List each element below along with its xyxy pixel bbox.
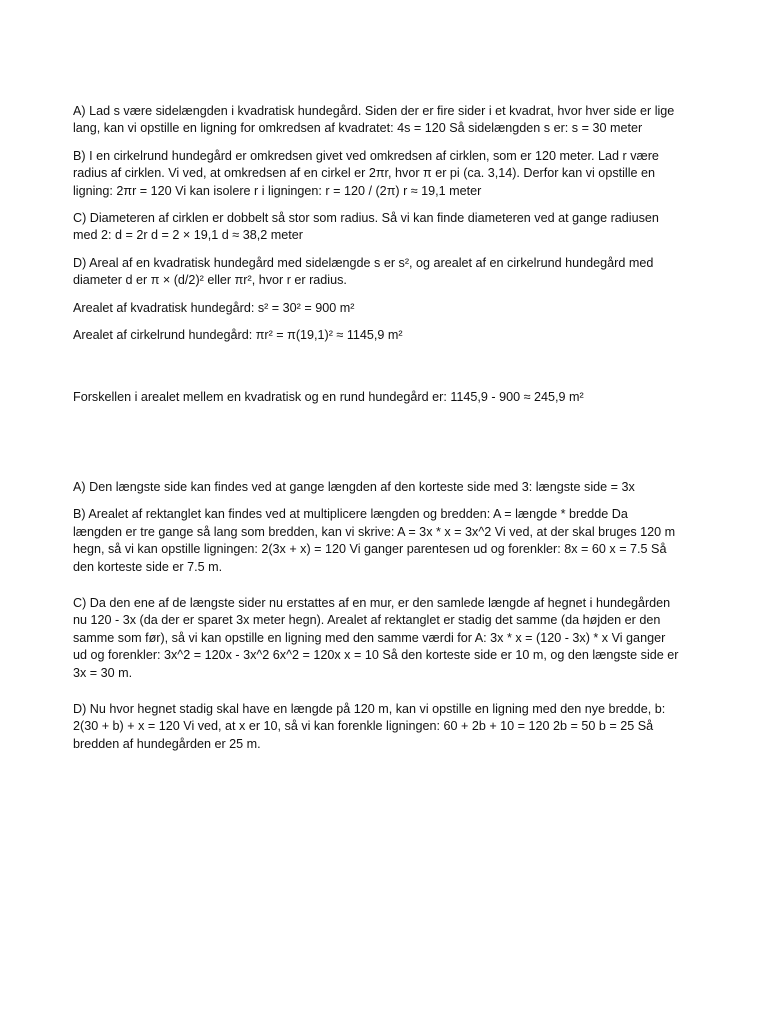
text-line: ud og forenkler: 3x^2 = 120x - 3x^2 6x^2 = 120x x = 10 Så den korteste side er 10 m, og den længste side er: [73, 648, 679, 663]
text-line: C) Da den ene af de længste sider nu erstattes af en mur, er den samlede længde af hegnet i hundegården: [73, 595, 671, 610]
area-square-line: [73, 300, 693, 317]
text-line: C) Diameteren af cirklen er dobbelt så stor som radius. Så vi kan finde diameteren ved at gange radiusen: [73, 211, 659, 226]
part2-answer-c: [73, 595, 693, 682]
text-line: diameter d er π × (d/2)² eller πr², hvor r er radius.: [73, 273, 347, 288]
text-line: bredden af hundegården er 25 m.: [73, 736, 261, 751]
text-line: den korteste side er 7.5 m.: [73, 559, 223, 574]
part1-answer-c: [73, 210, 693, 245]
part1-answer-a: [73, 103, 693, 138]
part2-answer-b: [73, 506, 693, 576]
text-line: ligning: 2πr = 120 Vi kan isolere r i ligningen: r = 120 / (2π) r ≈ 19,1 meter: [73, 183, 482, 198]
text-line: B) Arealet af rektanglet kan findes ved at multiplicere længden og bredden: A = længde * bredde Da: [73, 507, 628, 522]
text-line: B) I en cirkelrund hundegård er omkredsen givet ved omkredsen af cirklen, som er 120 meter. Lad r være: [73, 148, 659, 163]
text-line: 2(30 + b) + x = 120 Vi ved, at x er 10, så vi kan forenkle ligningen: 60 + 2b + 10 = 120 2b = 50 b = 25 Så: [73, 719, 654, 734]
text-line: længden er tre gange så lang som bredden, kan vi skrive: A = 3x * x = 3x^2 Vi ved, at der skal bruges 120 m: [73, 524, 676, 539]
part2-answer-d: [73, 701, 693, 753]
part1-answer-d: [73, 255, 693, 290]
text-line: 3x = 30 m.: [73, 665, 133, 680]
text-line: samme som før), så vi kan opstille en ligning med den samme værdi for A: 3x * x = (120 - 3x) * x Vi ganger: [73, 630, 666, 645]
text-line: nu 120 - 3x (da der er sparet 3x meter hegn). Arealet af rektanglet er stadig det samme (da højden er den: [73, 613, 661, 628]
text-line: hegn, så vi kan opstille ligningen: 2(3x + x) = 120 Vi ganger parentesen ud og forenkler: 8x = 60 x = 7.5 Så: [73, 542, 667, 557]
text-line: D) Areal af en kvadratisk hundegård med sidelængde s er s², og arealet af en cirkelrund hundegård med: [73, 255, 654, 270]
text-line: D) Nu hvor hegnet stadig skal have en længde på 120 m, kan vi opstille en ligning med den nye bredde, b:: [73, 701, 666, 716]
area-circle-line: [73, 327, 693, 344]
text-line: A) Lad s være sidelængden i kvadratisk hundegård. Siden der er fire sider i et kvadrat, hvor hver side er lige: [73, 104, 675, 118]
part2-answer-a: [73, 479, 693, 496]
area-difference-line: [73, 389, 693, 406]
text-line: radius af cirklen. Vi ved, at omkredsen af en cirkel er 2πr, hvor π er pi (ca. 3,14). Derfor kan vi opstille en: [73, 166, 656, 181]
text-line: Arealet af kvadratisk hundegård: s² = 30² = 900 m²: [73, 300, 355, 315]
text-line: med 2: d = 2r d = 2 × 19,1 d ≈ 38,2 meter: [73, 228, 303, 243]
part1-answer-b: [73, 148, 693, 200]
text-line: Forskellen i arealet mellem en kvadratisk og en rund hundegård er: 1145,9 - 900 ≈ 245,9 m²: [73, 390, 584, 405]
text-line: lang, kan vi opstille en ligning for omkredsen af kvadratet: 4s = 120 Så sidelængden s er: s = 30 meter: [73, 121, 643, 136]
document-page: [73, 103, 693, 753]
text-line: Arealet af cirkelrund hundegård: πr² = π(19,1)² ≈ 1145,9 m²: [73, 328, 403, 343]
text-line: A) Den længste side kan findes ved at gange længden af den korteste side med 3: længste side = 3x: [73, 479, 635, 494]
